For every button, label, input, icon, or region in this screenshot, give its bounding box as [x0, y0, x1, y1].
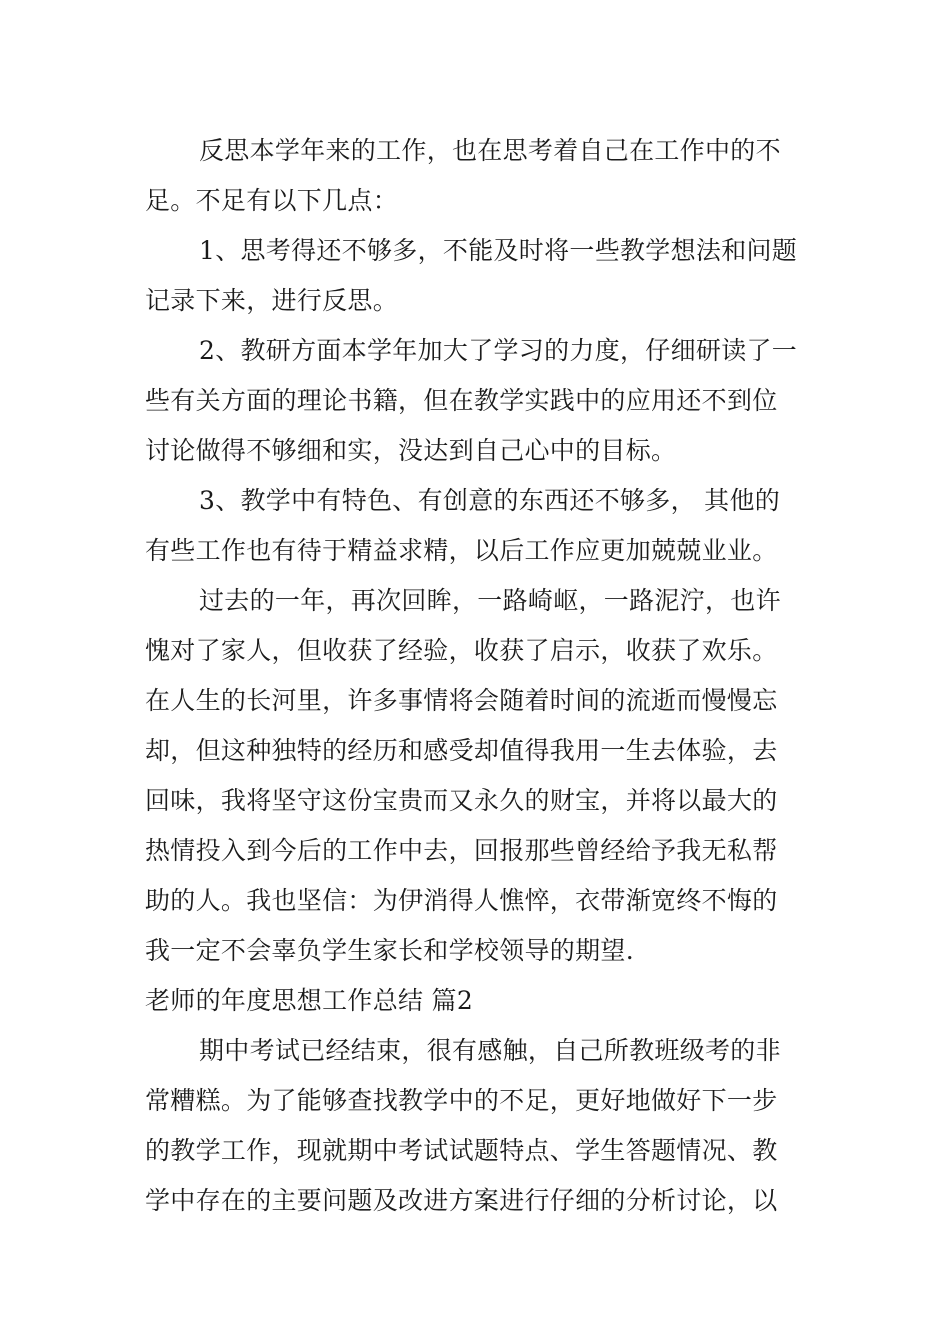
- section-heading: 老师的年度思想工作总结 篇2: [145, 986, 474, 1015]
- paragraph-line: 3、教学中有特色、有创意的东西还不够多， 其他的: [199, 486, 781, 515]
- paragraph-line: 常糟糕。为了能够查找教学中的不足，更好地做好下一步: [145, 1086, 778, 1115]
- paragraph-line: 记录下来，进行反思。: [145, 286, 399, 315]
- paragraph-line: 的教学工作，现就期中考试试题特点、学生答题情况、教: [145, 1136, 778, 1165]
- paragraph-line: 1、思考得还不够多，不能及时将一些教学想法和问题: [199, 236, 798, 265]
- paragraph-line: 过去的一年，再次回眸，一路崎岖，一路泥泞，也许: [199, 586, 781, 615]
- paragraph-line: 足。不足有以下几点：: [145, 186, 399, 215]
- paragraph-line: 学中存在的主要问题及改进方案进行仔细的分析讨论，以: [145, 1186, 778, 1215]
- paragraph-line: 期中考试已经结束，很有感触，自己所教班级考的非: [199, 1036, 781, 1065]
- paragraph-line: 2、教研方面本学年加大了学习的力度，仔细研读了一: [199, 336, 798, 365]
- paragraph-line: 愧对了家人，但收获了经验，收获了启示，收获了欢乐。: [145, 636, 778, 665]
- paragraph-line: 却，但这种独特的经历和感受却值得我用一生去体验，去: [145, 736, 778, 765]
- paragraph-line: 我一定不会辜负学生家长和学校领导的期望.: [145, 936, 634, 965]
- paragraph-line: 反思本学年来的工作，也在思考着自己在工作中的不: [199, 136, 781, 165]
- paragraph-line: 有些工作也有待于精益求精，以后工作应更加兢兢业业。: [145, 536, 778, 565]
- paragraph-line: 讨论做得不够细和实，没达到自己心中的目标。: [145, 436, 677, 465]
- paragraph-line: 热情投入到今后的工作中去，回报那些曾经给予我无私帮: [145, 836, 778, 865]
- paragraph-line: 助的人。我也坚信：为伊消得人憔悴，衣带渐宽终不悔的: [145, 886, 778, 915]
- paragraph-line: 回味，我将坚守这份宝贵而又永久的财宝，并将以最大的: [145, 786, 778, 815]
- paragraph-line: 些有关方面的理论书籍，但在教学实践中的应用还不到位: [145, 386, 778, 415]
- paragraph-line: 在人生的长河里，许多事情将会随着时间的流逝而慢慢忘: [145, 686, 778, 715]
